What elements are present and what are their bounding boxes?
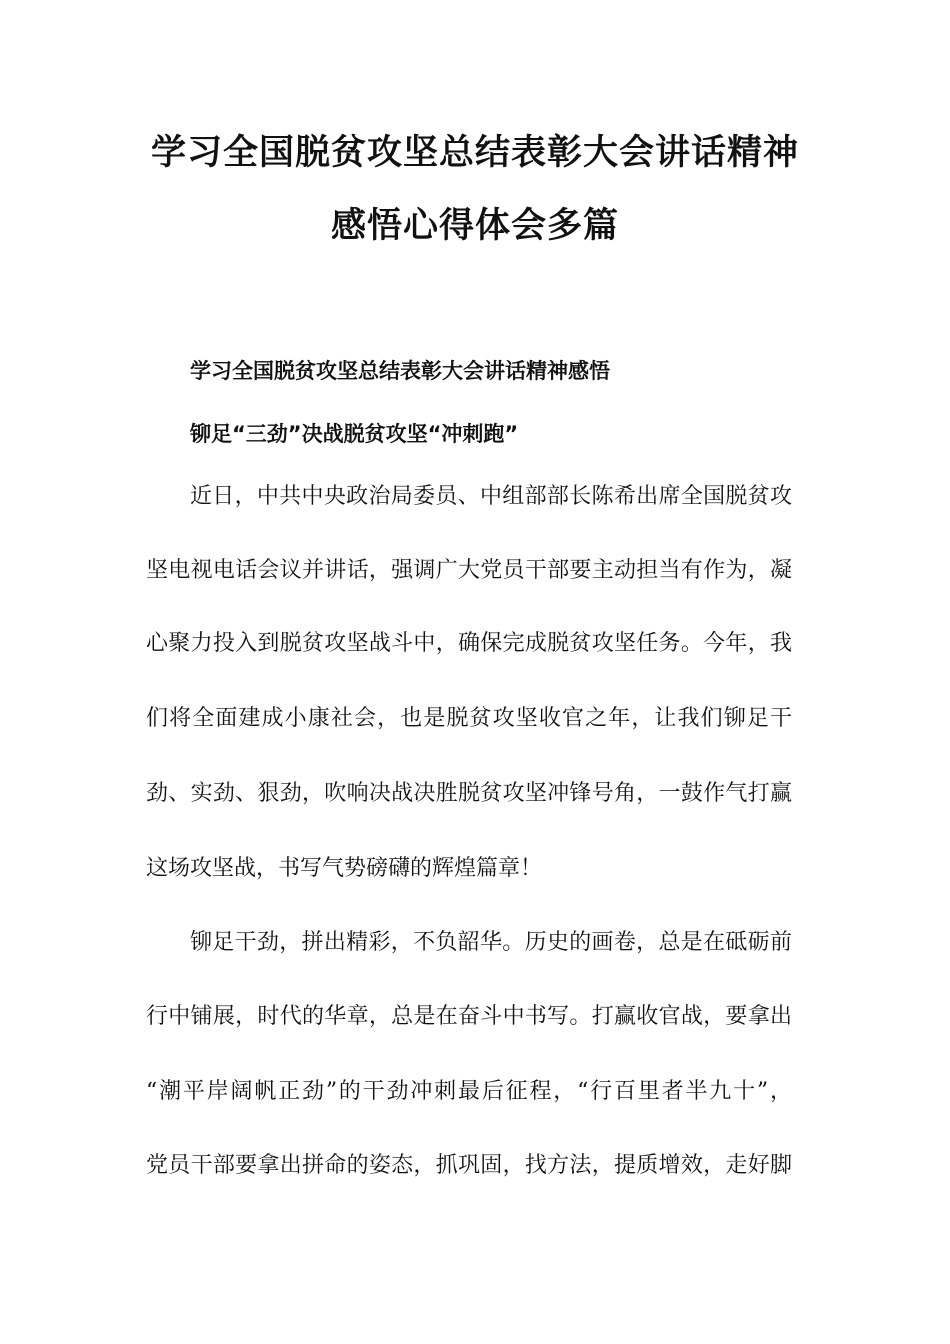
paragraph-1-line-2: 坚电视电话会议并讲话，强调广大党员干部要主动担当有作为，凝 — [146, 558, 792, 583]
paragraph-1-line-3: 心聚力投入到脱贫攻坚战斗中，确保完成脱贫攻坚任务。今年，我 — [146, 631, 792, 656]
paragraph-1-line-5: 劲、实劲、狠劲，吹响决战决胜脱贫攻坚冲锋号角，一鼓作气打赢 — [146, 781, 792, 806]
document-title-line-2: 感悟心得体会多篇 — [330, 206, 619, 246]
paragraph-2-line-2: 行中铺展，时代的华章，总是在奋斗中书写。打赢收官战，要拿出 — [146, 1004, 792, 1029]
document-title-line-1: 学习全国脱贫攻坚总结表彰大会讲话精神 — [150, 133, 799, 173]
section-heading: 学习全国脱贫攻坚总结表彰大会讲话精神感悟 — [190, 359, 610, 383]
paragraph-2-line-1: 铆足干劲，拼出精彩，不负韶华。历史的画卷，总是在砥砺前 — [190, 930, 792, 955]
paragraph-1-line-4: 们将全面建成小康社会，也是脱贫攻坚收官之年，让我们铆足干 — [146, 706, 792, 731]
paragraph-2-line-4: 党员干部要拿出拼命的姿态，抓巩固，找方法，提质增效，走好脚 — [146, 1153, 792, 1178]
article-title: 铆足“三劲”决战脱贫攻坚“冲刺跑” — [190, 422, 519, 446]
paragraph-1-line-6: 这场攻坚战，书写气势磅礴的辉煌篇章！ — [146, 856, 543, 881]
paragraph-1-line-1: 近日，中共中央政治局委员、中组部部长陈希出席全国脱贫攻 — [190, 484, 792, 509]
paragraph-2-line-3: “潮平岸阔帆正劲”的干劲冲刺最后征程，“行百里者半九十”， — [146, 1079, 792, 1104]
